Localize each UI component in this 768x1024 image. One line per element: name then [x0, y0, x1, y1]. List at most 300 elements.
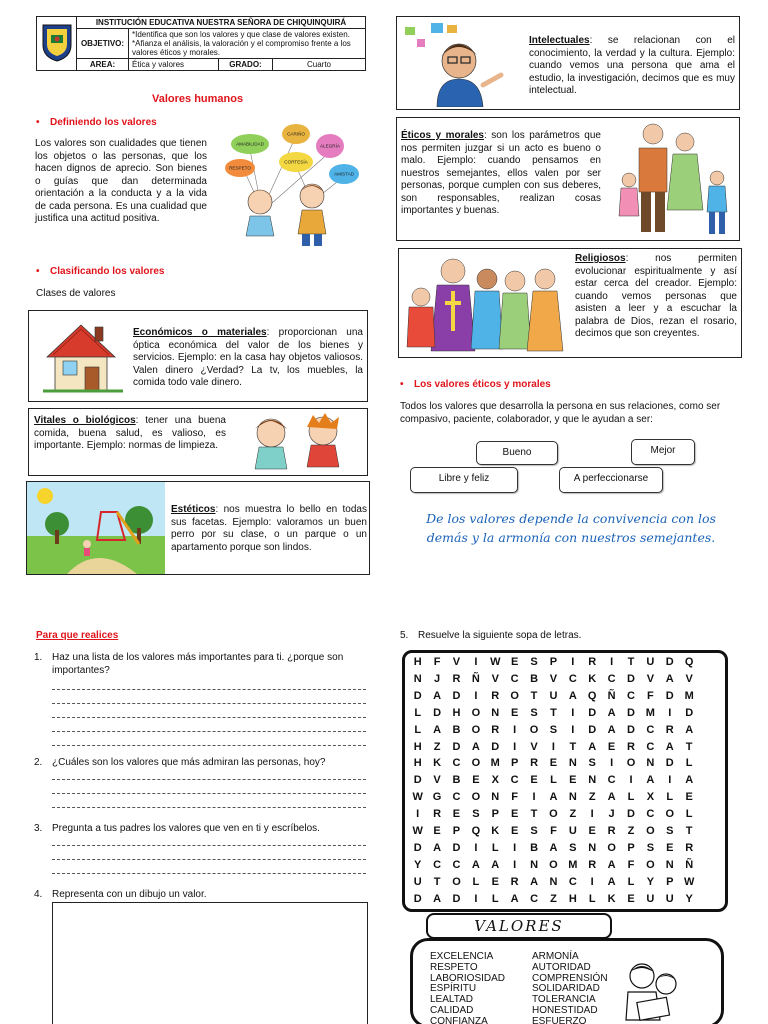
grade-value: Cuarto — [273, 59, 366, 71]
page-title: Valores humanos — [152, 93, 244, 105]
word-search-letter[interactable]: V — [530, 740, 538, 753]
word-search-letter[interactable]: D — [433, 706, 442, 719]
word-search-letter[interactable]: K — [433, 757, 442, 770]
word-search-letter[interactable]: I — [571, 723, 575, 736]
aesthetic-values-text: Estéticos: nos muestra lo bello en todas sus facetas. Ejemplo: valoramos un buen perro por su clase, o un parque o un apartamento porque son lindos. — [171, 504, 367, 553]
word-search-letter[interactable]: Z — [569, 808, 577, 821]
q1-answer-lines[interactable] — [52, 676, 366, 746]
drawing-area[interactable] — [52, 902, 368, 1024]
area-label: AREA: — [77, 59, 129, 71]
area-value: Ética y valores — [129, 59, 219, 71]
word-search-letter[interactable]: H — [413, 656, 422, 668]
word-search-letter[interactable]: A — [665, 672, 674, 685]
word-search-letter[interactable]: Z — [550, 892, 557, 905]
word-search-letter[interactable]: E — [510, 808, 519, 821]
word-search-letter[interactable]: O — [646, 858, 655, 871]
word-search-letter[interactable]: P — [452, 825, 461, 837]
word-search-letter[interactable]: Z — [627, 825, 635, 837]
word-search-letter[interactable]: C — [646, 723, 655, 736]
word-search-letter[interactable]: S — [569, 841, 577, 854]
word-search-letter[interactable]: C — [530, 892, 539, 905]
word-search-letter[interactable]: I — [551, 740, 555, 753]
word-search-letter[interactable]: W — [683, 875, 695, 888]
word-search-letter[interactable]: L — [627, 791, 635, 804]
word-search-row — [408, 825, 720, 837]
word-search-letter[interactable]: F — [647, 689, 654, 702]
word-search-letter[interactable]: X — [491, 774, 499, 787]
section-heading-classifying: • Clasificando los valores — [36, 266, 165, 277]
value-word: HONESTIDAD — [532, 1005, 598, 1016]
word-search-letter[interactable]: O — [549, 858, 558, 871]
word-search-letter[interactable]: I — [474, 689, 478, 702]
word-search-letter[interactable]: A — [433, 689, 442, 702]
balloons-children-illustration — [212, 122, 366, 250]
word-search-letter[interactable]: E — [666, 841, 674, 854]
word-search-letter[interactable]: A — [607, 875, 616, 888]
word-search-letter[interactable]: W — [412, 825, 423, 837]
word-search-letter[interactable]: O — [607, 841, 616, 854]
word-search-letter[interactable]: A — [510, 892, 519, 905]
word-search-letter[interactable]: M — [490, 757, 500, 770]
word-search-letter[interactable]: R — [588, 656, 597, 668]
word-search-letter[interactable]: Ñ — [685, 858, 694, 871]
value-word: AUTORIDAD — [532, 961, 591, 973]
value-word: TOLERANCIA — [532, 994, 596, 1006]
word-search-letter[interactable]: O — [471, 791, 481, 804]
word-search-letter[interactable]: D — [413, 774, 422, 787]
word-search-letter[interactable]: T — [550, 706, 557, 719]
word-search-letter[interactable]: E — [607, 740, 616, 753]
value-word: ESPÍRITU — [430, 983, 477, 995]
word-search-letter[interactable]: R — [433, 808, 442, 821]
children-playing-icon — [235, 411, 363, 473]
word-search-letter[interactable]: K — [491, 825, 500, 837]
closing-quote: De los valores depende la convivencia con los demás y la armonía con nuestros semejantes. — [426, 511, 716, 545]
ethical-values-box — [396, 117, 740, 241]
word-search-letter[interactable]: L — [491, 841, 499, 854]
word-search-letter[interactable]: Z — [588, 791, 596, 804]
value-word: CALIDAD — [430, 1005, 474, 1016]
word-search-letter[interactable]: S — [549, 723, 558, 736]
word-search-letter[interactable]: T — [627, 656, 635, 668]
word-search-letter[interactable]: A — [433, 892, 442, 905]
word-search-row — [408, 757, 720, 769]
word-search-letter[interactable]: I — [513, 841, 517, 854]
word-search-letter[interactable]: D — [491, 740, 500, 753]
word-search-letter[interactable]: T — [433, 875, 441, 888]
word-search-letter[interactable]: A — [568, 689, 577, 702]
word-search-letter[interactable]: R — [452, 672, 461, 685]
word-search-letter[interactable]: E — [685, 791, 693, 804]
word-search-letter[interactable]: L — [685, 757, 693, 770]
word-search-letter[interactable]: B — [530, 672, 539, 685]
word-search-letter[interactable]: J — [434, 672, 441, 685]
word-search-letter[interactable]: R — [665, 723, 674, 736]
word-search-letter[interactable]: T — [569, 740, 577, 753]
word-search-letter[interactable]: R — [491, 689, 500, 702]
word-search-letter[interactable]: I — [571, 706, 575, 719]
q5-number: 5. — [400, 630, 409, 641]
word-search-letter[interactable]: O — [471, 706, 481, 719]
q4-text: Representa con un dibujo un valor. — [52, 889, 207, 900]
word-search-letter[interactable]: E — [433, 825, 441, 837]
balloon-label-1: AMABILIDAD — [236, 141, 264, 147]
q2-answer-lines[interactable] — [52, 766, 366, 808]
park-icon — [27, 482, 165, 574]
word-search-letter[interactable]: E — [588, 825, 596, 837]
word-search-letter[interactable]: O — [549, 808, 558, 821]
word-search-letter[interactable]: B — [530, 841, 539, 854]
word-search-letter[interactable]: I — [590, 875, 594, 888]
word-search-letter[interactable]: C — [452, 791, 461, 804]
word-search-letter[interactable]: I — [513, 740, 517, 753]
word-search-letter[interactable]: S — [530, 706, 538, 719]
word-search-letter[interactable]: A — [530, 875, 539, 888]
word-search-letter[interactable]: O — [529, 723, 539, 736]
balloon-label-4: AMISTAD — [333, 171, 355, 177]
word-search-letter[interactable]: R — [685, 841, 694, 854]
word-search-letter[interactable]: S — [588, 757, 596, 770]
pill-a-perfeccionarse: A perfeccionarse — [559, 467, 663, 493]
word-search-letter[interactable]: G — [432, 791, 442, 804]
word-search-letter[interactable]: R — [627, 740, 635, 753]
word-search-letter[interactable]: O — [646, 825, 655, 837]
word-search-letter[interactable]: Y — [414, 858, 422, 871]
balloon-label-5: RESPETO — [229, 165, 251, 171]
word-search-letter[interactable]: A — [471, 858, 480, 871]
word-search-letter[interactable]: E — [510, 825, 519, 837]
q2-text: ¿Cuáles son los valores que más admiran las personas, hoy? — [52, 757, 326, 768]
aesthetic-values-box — [26, 481, 370, 575]
word-search-letter[interactable]: I — [474, 892, 478, 905]
word-search-letter[interactable]: X — [646, 791, 655, 804]
word-search-letter[interactable]: C — [510, 672, 519, 685]
q3-text: Pregunta a tus padres los valores que ven en ti y escríbelos. — [52, 823, 320, 834]
word-search-letter[interactable]: A — [685, 723, 694, 736]
word-search-letter[interactable]: L — [627, 875, 635, 888]
word-search-letter[interactable]: E — [530, 774, 538, 787]
word-search-letter[interactable]: I — [571, 656, 575, 668]
word-search-letter[interactable]: A — [607, 723, 616, 736]
classes-subtitle: Clases de valores — [36, 288, 116, 299]
religious-values-text: Religiosos: nos permiten evolucionar espiritualmente y así estar cerca del creador. Ejemplo: cuando vemos personas que asisten a leer y a escuchar la palabra de Dios, rezan el rosario, decimos que son creyentes. — [575, 253, 737, 339]
word-search-letter[interactable]: H — [452, 706, 461, 719]
value-word: RESPETO — [430, 961, 478, 973]
word-search-letter[interactable]: Y — [646, 875, 655, 888]
word-search-letter[interactable]: I — [668, 774, 672, 787]
word-search-letter[interactable]: K — [607, 892, 616, 905]
word-search-letter[interactable]: L — [491, 892, 499, 905]
word-search-letter[interactable]: A — [433, 841, 442, 854]
pill-libre-y-feliz: Libre y feliz — [410, 467, 518, 493]
word-search-letter[interactable]: C — [627, 689, 635, 702]
objective-line-2: *Afianza el análisis, la valoración y el compromiso frente a los valores éticos y morales. — [132, 39, 351, 57]
word-search-letter[interactable]: E — [491, 875, 499, 888]
school-logo-cell — [37, 17, 77, 71]
word-search-letter[interactable]: P — [549, 656, 558, 668]
word-search-letter[interactable]: A — [549, 791, 558, 804]
religious-values-box — [398, 248, 742, 358]
word-search-letter[interactable]: A — [646, 774, 655, 787]
word-search-letter[interactable]: F — [550, 825, 557, 837]
word-search-letter[interactable]: D — [665, 689, 674, 702]
word-search-letter[interactable]: E — [472, 774, 480, 787]
word-search-letter[interactable]: E — [549, 757, 558, 770]
word-search-letter[interactable]: Ñ — [471, 672, 480, 685]
word-search-letter[interactable]: H — [413, 757, 422, 770]
word-search-letter[interactable]: L — [666, 791, 674, 804]
word-search-row — [408, 741, 720, 753]
word-search-letter[interactable]: I — [610, 757, 614, 770]
word-search-letter[interactable]: A — [607, 858, 616, 871]
word-search-letter[interactable]: U — [665, 892, 674, 905]
word-search-letter[interactable]: I — [629, 774, 633, 787]
word-search-row — [408, 859, 720, 871]
word-search-letter[interactable]: H — [568, 892, 577, 905]
word-search-letter[interactable]: O — [626, 757, 636, 770]
word-search-letter[interactable]: C — [510, 774, 519, 787]
word-search-letter[interactable]: S — [666, 825, 674, 837]
word-search-letter[interactable]: Z — [433, 740, 441, 753]
word-search-letter[interactable]: J — [608, 808, 615, 821]
word-search-letter[interactable]: A — [491, 858, 500, 871]
word-search-letter[interactable]: D — [413, 892, 422, 905]
word-search-row — [408, 808, 720, 820]
word-search-letter[interactable]: E — [569, 774, 577, 787]
value-word: LEALTAD — [430, 994, 473, 1006]
word-search-letter[interactable]: C — [646, 740, 655, 753]
word-search-letter[interactable]: N — [549, 875, 558, 888]
economic-values-text: Económicos o materiales: proporcionan una óptica económica del valor de los bienes y servicios. Ejemplo: en la casa hay objetos valiosos. Valen dinero ¿Verdad? La tv, los muebles, la comida todo vale dinero. — [133, 327, 363, 388]
word-search-row — [408, 774, 720, 786]
word-search-letter[interactable]: A — [433, 723, 442, 736]
word-search-letter[interactable]: R — [588, 858, 597, 871]
word-search-letter[interactable]: Ñ — [607, 689, 616, 702]
word-search-letter[interactable]: D — [665, 656, 674, 668]
word-search-letter[interactable]: E — [452, 808, 461, 821]
word-search-letter[interactable]: W — [412, 791, 423, 804]
word-search-letter[interactable]: I — [668, 706, 672, 719]
word-search-letter[interactable]: F — [511, 791, 519, 804]
value-word: COMPRENSIÓN — [532, 972, 608, 984]
word-search-letter[interactable]: D — [685, 706, 694, 719]
word-search-letter[interactable]: B — [452, 723, 461, 736]
value-word: ESFUERZO — [532, 1015, 587, 1024]
word-search-letter[interactable]: F — [627, 858, 635, 871]
word-search-letter[interactable]: S — [530, 656, 538, 668]
word-search-letter[interactable]: I — [532, 791, 536, 804]
word-search-letter[interactable]: N — [530, 858, 539, 871]
word-search-letter[interactable]: H — [413, 740, 422, 753]
section-heading-defining: • Definiendo los valores — [36, 117, 157, 128]
word-search-letter[interactable]: D — [452, 689, 461, 702]
word-search-letter[interactable]: D — [413, 689, 422, 702]
word-search-letter[interactable]: D — [627, 808, 635, 821]
word-search-letter[interactable]: B — [452, 774, 461, 787]
word-search-letter[interactable]: N — [646, 757, 655, 770]
word-search-letter[interactable]: K — [588, 672, 597, 685]
word-search-letter[interactable]: I — [416, 808, 420, 821]
word-search-letter[interactable]: A — [471, 740, 480, 753]
word-search-letter[interactable]: O — [471, 723, 481, 736]
word-search-letter[interactable]: L — [414, 723, 422, 736]
word-search-letter[interactable]: S — [646, 841, 655, 854]
word-search-letter[interactable]: T — [530, 808, 538, 821]
word-search-letter[interactable]: P — [491, 808, 499, 821]
word-search-letter[interactable]: U — [568, 825, 577, 837]
religious-crowd-icon — [401, 251, 569, 355]
word-search-letter[interactable]: C — [568, 875, 577, 888]
word-search-letter[interactable]: T — [685, 825, 693, 837]
school-shield-icon — [41, 23, 73, 63]
word-search-letter[interactable]: U — [413, 875, 422, 888]
value-word: CONFIANZA — [430, 1015, 488, 1024]
word-search-letter[interactable]: L — [588, 892, 596, 905]
word-search-letter[interactable]: P — [510, 757, 519, 770]
word-search-letter[interactable]: V — [491, 672, 499, 685]
exercises-heading: Para que realices — [36, 630, 119, 641]
word-search-letter[interactable]: D — [413, 841, 422, 854]
word-search-letter[interactable]: S — [472, 808, 480, 821]
word-search-letter[interactable]: N — [491, 706, 500, 719]
word-search-letter[interactable]: R — [510, 875, 519, 888]
word-search-letter[interactable]: C — [607, 774, 616, 787]
q2-number: 2. — [34, 757, 43, 768]
word-search-letter[interactable]: A — [607, 706, 616, 719]
word-search-letter[interactable]: L — [685, 808, 693, 821]
word-search-letter[interactable]: F — [433, 656, 441, 668]
word-search-letter[interactable]: Q — [471, 825, 481, 837]
word-search-letter[interactable]: P — [627, 841, 635, 854]
institution-name: INSTITUCIÓN EDUCATIVA NUESTRA SEÑORA DE CHIQUINQUIRÁ — [77, 17, 366, 29]
ethical-intro-paragraph: Todos los valores que desarrolla la persona en sus relaciones, como ser compasivo, paciente, colaborador, y que le ayudan a ser: — [400, 401, 721, 425]
word-search-letter[interactable]: R — [491, 723, 500, 736]
word-search-letter[interactable]: V — [452, 656, 461, 668]
word-search-letter[interactable]: I — [513, 723, 517, 736]
word-search-letter[interactable]: D — [627, 706, 635, 719]
word-search-letter[interactable]: T — [530, 689, 538, 702]
word-search-letter[interactable]: D — [452, 841, 461, 854]
word-search-letter[interactable]: C — [433, 858, 442, 871]
word-search-letter[interactable]: R — [607, 825, 616, 837]
word-search-letter[interactable]: V — [646, 672, 655, 685]
word-search-letter[interactable]: Q — [684, 656, 694, 668]
word-search-letter[interactable]: U — [549, 689, 558, 702]
word-search-letter[interactable]: D — [452, 892, 461, 905]
q1-number: 1. — [34, 652, 43, 663]
word-search-letter[interactable]: P — [666, 875, 674, 888]
word-search-letter[interactable]: D — [627, 672, 635, 685]
word-search-letter[interactable]: N — [413, 672, 422, 685]
word-search-letter[interactable]: L — [414, 706, 422, 719]
word-search-letter[interactable]: I — [590, 808, 594, 821]
word-search-letter[interactable]: I — [474, 656, 478, 668]
value-word: SOLIDARIDAD — [532, 983, 600, 995]
word-search-letter[interactable]: V — [433, 774, 441, 787]
word-search-letter[interactable]: L — [472, 875, 480, 888]
word-search-letter[interactable]: E — [510, 656, 519, 668]
definition-paragraph: Los valores son cualidades que tienen los objetos o las personas, que los hacen dignos de aprecio. Son bienes o guías que dan determinada orientación a la conducta y a la vida de cada persona. Es una cualidad que justifica una actitud positiva. — [35, 138, 207, 224]
word-search-letter[interactable]: A — [607, 791, 616, 804]
word-search-letter[interactable]: W — [490, 656, 501, 668]
balloon-label-2: ALEGRÍA — [320, 143, 340, 149]
word-search-letter[interactable]: M — [684, 689, 694, 702]
balloon-label-0: CARIÑO — [287, 131, 305, 137]
house-icon — [43, 317, 123, 395]
word-search-letter[interactable]: A — [588, 740, 597, 753]
word-search-letter[interactable]: U — [646, 892, 655, 905]
word-search-letter[interactable]: M — [568, 858, 578, 871]
word-search-letter[interactable]: C — [568, 672, 577, 685]
word-search-letter[interactable]: C — [646, 808, 655, 821]
word-search-letter[interactable]: A — [549, 841, 558, 854]
pill-bueno: Bueno — [476, 441, 558, 465]
word-search-letter[interactable]: N — [588, 841, 597, 854]
word-search-letter[interactable]: R — [530, 757, 539, 770]
word-search-letter[interactable]: E — [510, 706, 519, 719]
word-search-letter[interactable]: N — [588, 774, 597, 787]
word-search-letter[interactable]: C — [452, 858, 461, 871]
word-search-letter[interactable]: E — [627, 892, 635, 905]
word-search-letter[interactable]: I — [610, 656, 614, 668]
word-search-letter[interactable]: O — [665, 808, 675, 821]
word-search-letter[interactable]: C — [452, 757, 461, 770]
word-search-row — [408, 707, 720, 719]
word-search-row — [408, 690, 720, 702]
intellectual-values-text: Intelectuales: se relacionan con el conocimiento, la verdad y la cultura. Ejemplo: cuando vemos una persona que ama el estudio, la investigación, decimos que es muy intelectual. — [529, 35, 735, 96]
family-icon — [609, 120, 739, 240]
word-search-letter[interactable]: V — [685, 672, 693, 685]
word-search-letter[interactable]: V — [549, 672, 558, 685]
q3-answer-lines[interactable] — [52, 832, 366, 874]
word-search-letter[interactable]: L — [550, 774, 557, 787]
word-search-letter[interactable]: N — [491, 791, 500, 804]
word-search-letter[interactable]: Q — [587, 689, 597, 702]
teacher-icon — [401, 21, 519, 107]
values-word-bank-title: VALORES — [426, 913, 612, 939]
word-search-letter[interactable]: N — [665, 858, 674, 871]
word-search-letter[interactable]: U — [646, 656, 655, 668]
word-search-letter[interactable]: D — [588, 723, 597, 736]
word-search-letter[interactable]: D — [452, 740, 461, 753]
word-search-letter[interactable]: D — [665, 757, 674, 770]
word-search-letter[interactable]: O — [471, 757, 481, 770]
word-search-letter[interactable]: N — [568, 791, 577, 804]
word-search-letter[interactable]: Y — [685, 892, 693, 905]
intellectual-values-box — [396, 16, 740, 110]
word-search-letter[interactable]: O — [452, 875, 461, 888]
word-search-letter[interactable]: C — [607, 672, 616, 685]
word-search-letter[interactable]: D — [588, 706, 597, 719]
word-search-letter[interactable]: N — [568, 757, 577, 770]
word-search-letter[interactable]: I — [474, 841, 478, 854]
word-search-row — [408, 876, 720, 888]
word-search-letter[interactable]: O — [510, 689, 519, 702]
vital-values-text: Vitales o biológicos: tener una buena comida, buena salud, es valioso, es importante. Ejemplo: normas de limpieza. — [34, 415, 226, 451]
word-search-row — [408, 791, 720, 803]
word-search-letter[interactable]: A — [665, 740, 674, 753]
word-search-letter[interactable]: D — [627, 723, 635, 736]
q5-text: Resuelve la siguiente sopa de letras. — [418, 630, 582, 641]
word-search-letter[interactable]: M — [645, 706, 655, 719]
word-search-letter[interactable]: A — [685, 774, 694, 787]
word-search-letter[interactable]: I — [513, 858, 517, 871]
vital-values-box — [28, 408, 368, 476]
word-search-letter[interactable]: T — [685, 740, 693, 753]
word-search-letter[interactable]: S — [530, 825, 538, 837]
section-heading-ethical: • Los valores éticos y morales — [400, 379, 551, 390]
header-table — [36, 16, 366, 71]
